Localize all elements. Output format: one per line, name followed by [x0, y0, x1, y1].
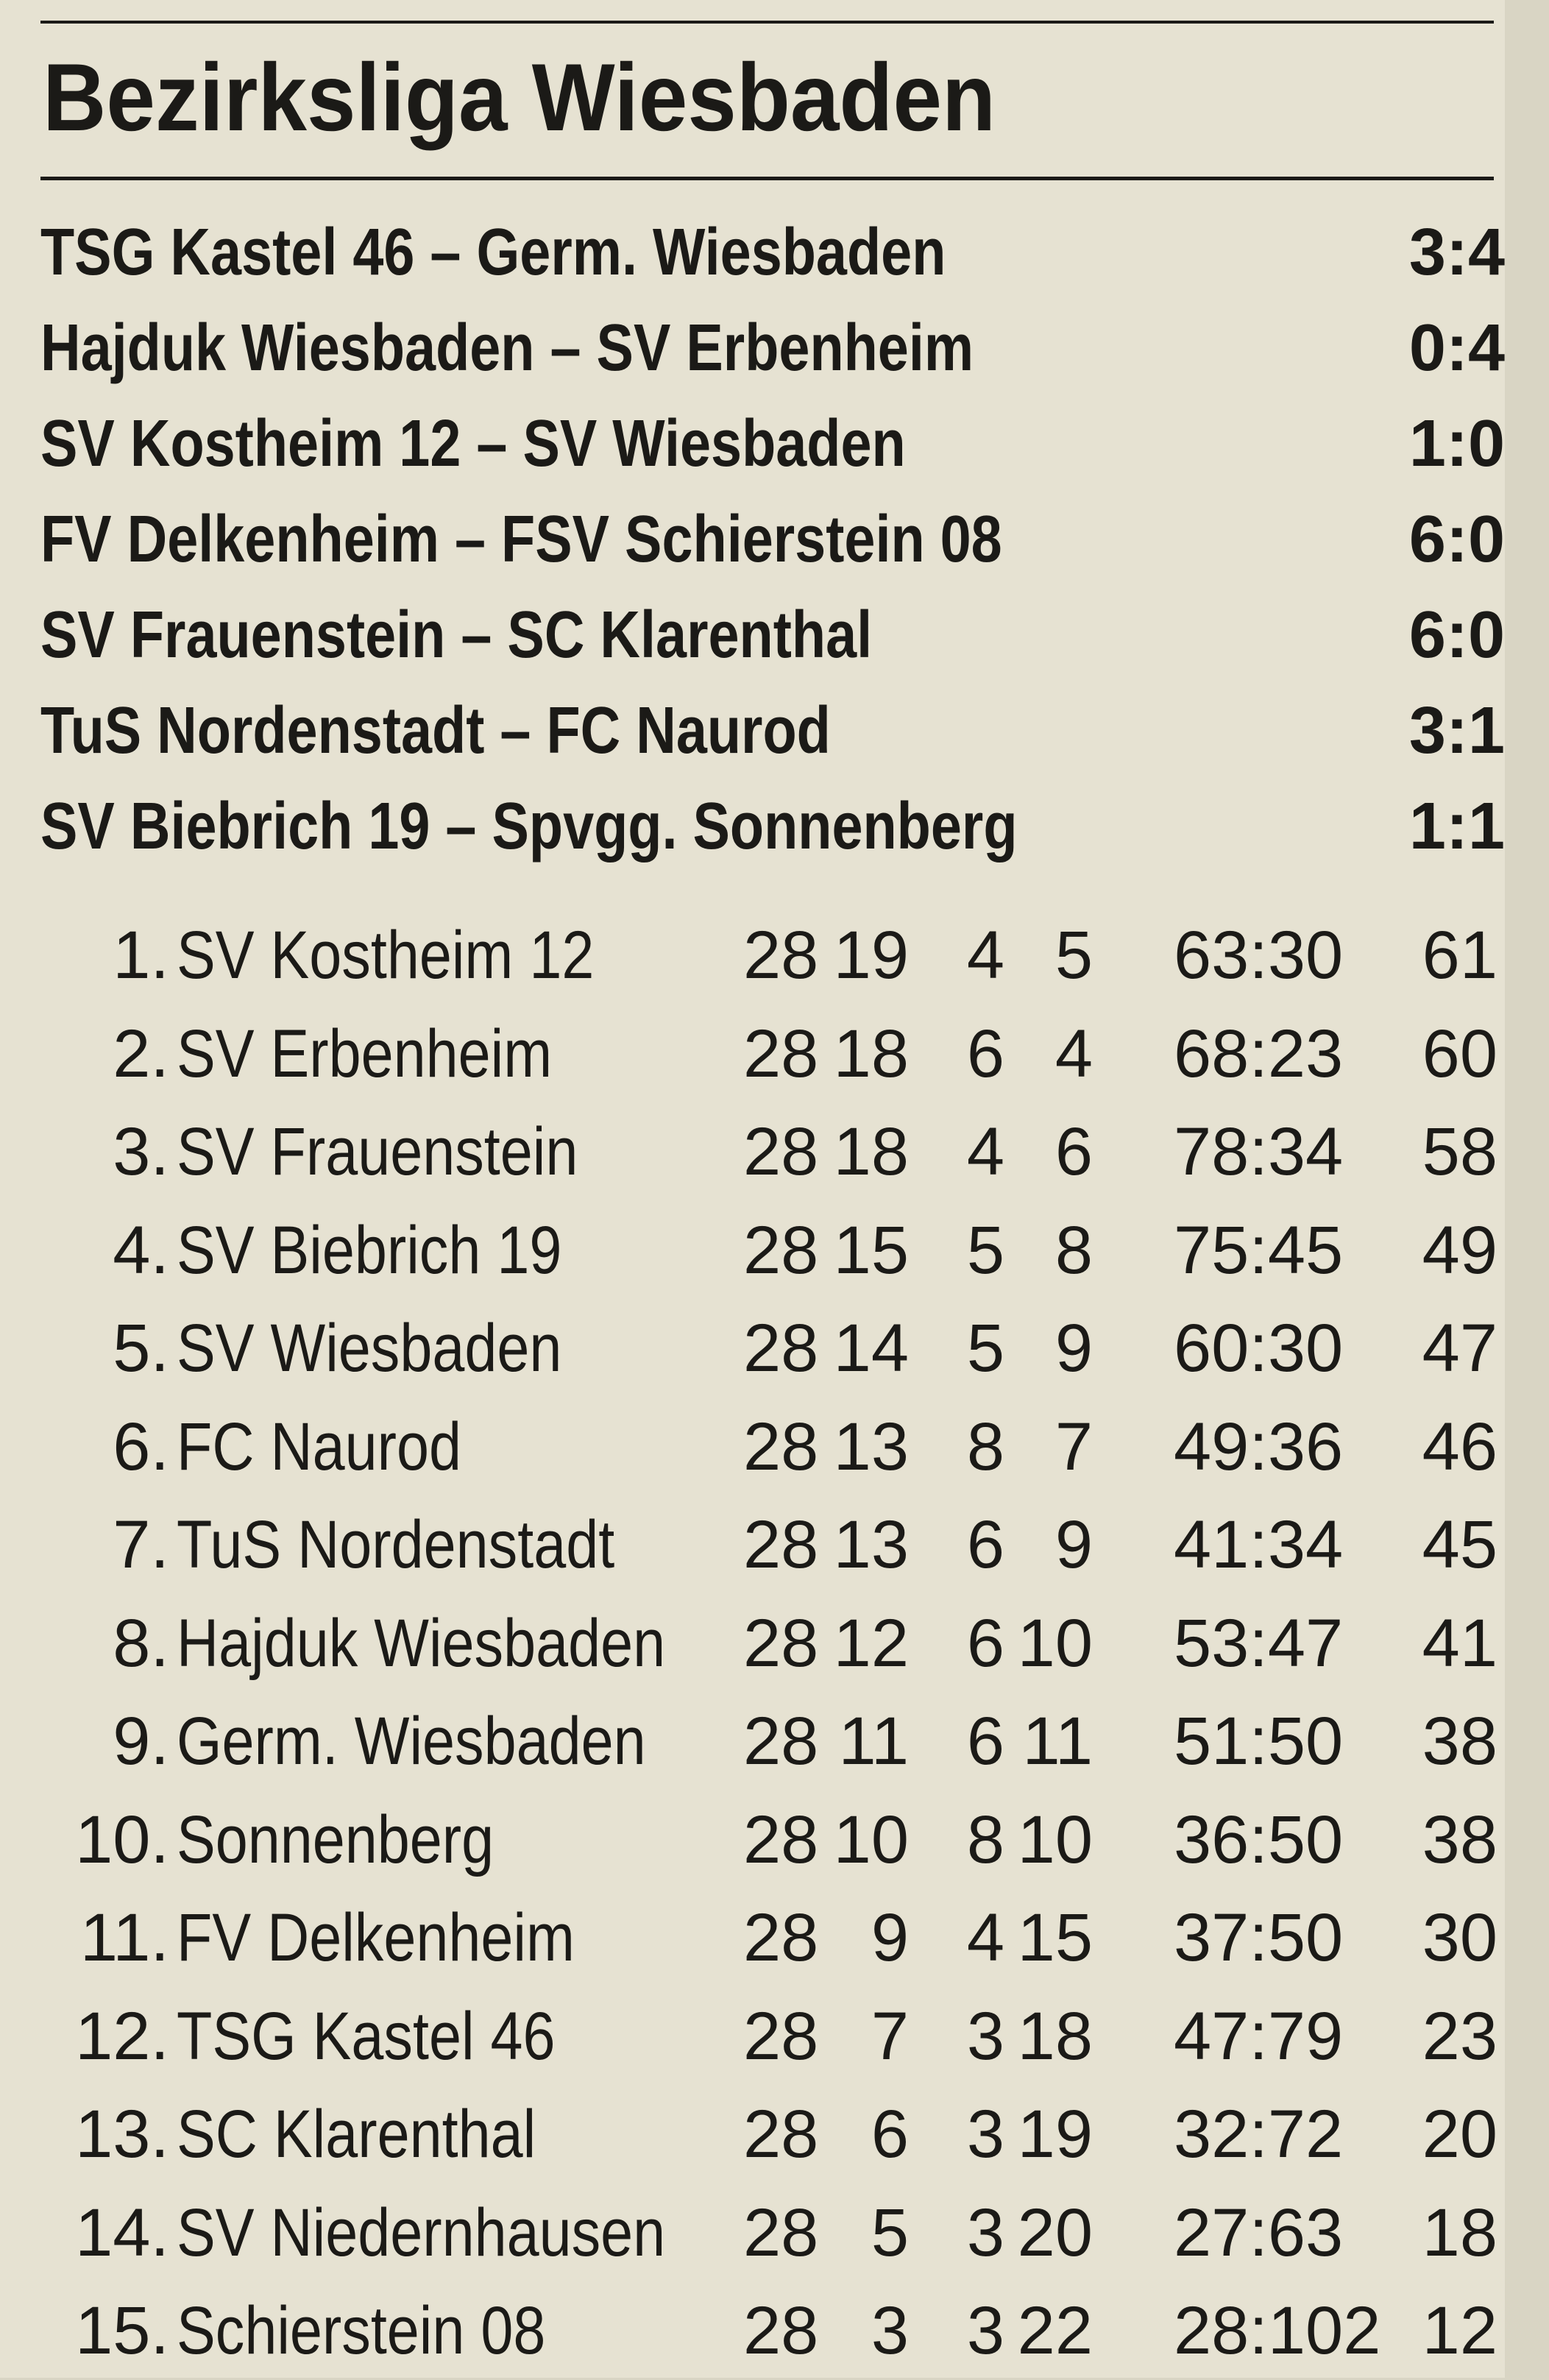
table-lost: 15	[1017, 1900, 1093, 1975]
table-played: 28	[743, 1016, 819, 1091]
table-points: 18	[1422, 2195, 1497, 2270]
match-label: Hajduk Wiesbaden – SV Erbenheim	[40, 311, 974, 385]
table-drawn: 3	[966, 2293, 1004, 2368]
table-drawn: 6	[966, 1016, 1004, 1091]
table-rank: 10.	[75, 1802, 169, 1877]
table-rank: 15.	[75, 2293, 169, 2368]
result-row	[40, 779, 1505, 874]
table-played: 28	[743, 1212, 819, 1288]
table-rank: 5.	[113, 1311, 169, 1386]
table-row	[0, 1398, 1505, 1496]
table-won: 13	[833, 1409, 909, 1484]
table-lost: 11	[1022, 1704, 1093, 1779]
table-row	[0, 1889, 1505, 1987]
table-goals: 41:34	[1174, 1507, 1344, 1582]
table-points: 46	[1422, 1409, 1497, 1484]
table-won: 18	[833, 1016, 909, 1091]
table-lost: 5	[1054, 918, 1093, 993]
table-played: 28	[743, 1998, 819, 2074]
table-rank: 13.	[75, 2097, 169, 2172]
result-row	[40, 683, 1505, 779]
table-team: SV Wiesbaden	[177, 1311, 562, 1386]
table-won: 5	[871, 2195, 909, 2270]
table-goals: 78:34	[1174, 1114, 1344, 1189]
table-played: 28	[743, 1114, 819, 1189]
table-drawn: 8	[966, 1409, 1004, 1484]
table-row	[0, 2282, 1505, 2380]
table-lost: 8	[1054, 1212, 1093, 1288]
table-played: 28	[743, 1409, 819, 1484]
table-team: SC Klarenthal	[177, 2097, 536, 2172]
table-row	[0, 1496, 1505, 1594]
table-won: 10	[833, 1802, 909, 1877]
table-played: 28	[743, 2293, 819, 2368]
table-drawn: 5	[966, 1212, 1004, 1288]
table-won: 18	[833, 1114, 909, 1189]
table-drawn: 4	[966, 918, 1004, 993]
table-team: SV Kostheim 12	[177, 918, 595, 993]
table-drawn: 6	[966, 1704, 1004, 1779]
table-points: 58	[1422, 1114, 1497, 1189]
table-goals: 47:79	[1174, 1998, 1344, 2074]
table-won: 11	[838, 1704, 909, 1779]
table-row	[0, 2086, 1505, 2184]
table-row	[0, 1988, 1505, 2086]
table-rank: 2.	[113, 1016, 169, 1091]
table-points: 30	[1422, 1900, 1497, 1975]
table-drawn: 4	[966, 1114, 1004, 1189]
table-points: 12	[1422, 2293, 1497, 2368]
table-played: 28	[743, 1704, 819, 1779]
table-drawn: 3	[966, 2097, 1004, 2172]
match-label: TSG Kastel 46 – Germ. Wiesbaden	[40, 216, 946, 289]
table-rank: 3.	[113, 1114, 169, 1189]
table-goals: 60:30	[1174, 1311, 1344, 1386]
table-rank: 9.	[113, 1704, 169, 1779]
table-points: 45	[1422, 1507, 1497, 1582]
table-lost: 10	[1017, 1605, 1093, 1681]
table-drawn: 5	[966, 1311, 1004, 1386]
table-played: 28	[743, 1605, 819, 1681]
table-goals: 53:47	[1174, 1605, 1344, 1681]
table-lost: 9	[1054, 1311, 1093, 1386]
table-team: Hajduk Wiesbaden	[177, 1605, 666, 1681]
table-points: 23	[1422, 1998, 1497, 2074]
table-points: 20	[1422, 2097, 1497, 2172]
table-goals: 36:50	[1174, 1802, 1344, 1877]
table-row	[0, 1202, 1505, 1300]
table-rank: 12.	[75, 1998, 169, 2074]
match-score: 3:1	[1408, 694, 1505, 768]
table-rank: 11.	[79, 1900, 169, 1975]
match-score: 3:4	[1408, 216, 1505, 289]
table-played: 28	[743, 1311, 819, 1386]
table-rank: 14.	[75, 2195, 169, 2270]
title-rule	[40, 177, 1494, 180]
table-goals: 75:45	[1174, 1212, 1344, 1288]
table-rank: 7.	[113, 1507, 169, 1582]
match-score: 0:4	[1408, 311, 1505, 385]
table-team: Sonnenberg	[177, 1802, 495, 1877]
table-won: 7	[871, 1998, 909, 2074]
table-row	[0, 2184, 1505, 2282]
top-rule	[40, 21, 1494, 24]
match-score: 1:1	[1408, 790, 1505, 863]
match-label: SV Kostheim 12 – SV Wiesbaden	[40, 407, 906, 481]
match-score: 6:0	[1408, 503, 1505, 576]
match-score: 1:0	[1408, 407, 1505, 481]
table-won: 3	[871, 2293, 909, 2368]
result-row	[40, 492, 1505, 587]
table-lost: 20	[1017, 2195, 1093, 2270]
table-drawn: 6	[966, 1605, 1004, 1681]
result-row	[40, 396, 1505, 492]
table-played: 28	[743, 918, 819, 993]
table-played: 28	[743, 2097, 819, 2172]
table-row	[0, 1791, 1505, 1889]
table-row	[0, 1300, 1505, 1398]
table-row	[0, 1595, 1505, 1693]
table-points: 47	[1422, 1311, 1497, 1386]
table-drawn: 6	[966, 1507, 1004, 1582]
match-label: SV Frauenstein – SC Klarenthal	[40, 598, 873, 672]
table-lost: 10	[1017, 1802, 1093, 1877]
table-won: 15	[833, 1212, 909, 1288]
table-team: SV Biebrich 19	[177, 1212, 562, 1288]
table-lost: 7	[1054, 1409, 1093, 1484]
table-row	[0, 907, 1505, 1005]
table-row	[0, 1693, 1505, 1791]
table-lost: 19	[1017, 2097, 1093, 2172]
table-goals: 49:36	[1174, 1409, 1344, 1484]
table-lost: 6	[1054, 1114, 1093, 1189]
table-won: 12	[833, 1605, 909, 1681]
table-won: 9	[871, 1900, 909, 1975]
table-points: 38	[1422, 1802, 1497, 1877]
table-points: 61	[1422, 918, 1497, 993]
table-lost: 18	[1017, 1998, 1093, 2074]
table-lost: 9	[1054, 1507, 1093, 1582]
table-goals: 37:50	[1174, 1900, 1344, 1975]
table-points: 49	[1422, 1212, 1497, 1288]
table-lost: 4	[1054, 1016, 1093, 1091]
table-rank: 8.	[113, 1605, 169, 1681]
result-row	[40, 205, 1505, 300]
table-team: TuS Nordenstadt	[177, 1507, 615, 1582]
table-drawn: 4	[966, 1900, 1004, 1975]
table-team: SV Erbenheim	[177, 1016, 553, 1091]
table-won: 6	[871, 2097, 909, 2172]
table-won: 14	[833, 1311, 909, 1386]
table-points: 38	[1422, 1704, 1497, 1779]
table-lost: 22	[1017, 2293, 1093, 2368]
table-drawn: 3	[966, 1998, 1004, 2074]
table-row	[0, 1005, 1505, 1103]
table-played: 28	[743, 1802, 819, 1877]
table-won: 13	[833, 1507, 909, 1582]
table-played: 28	[743, 2195, 819, 2270]
table-team: FC Naurod	[177, 1409, 461, 1484]
table-rank: 4.	[113, 1212, 169, 1288]
table-points: 41	[1422, 1605, 1497, 1681]
table-row	[0, 1103, 1505, 1201]
table-team: Schierstein 08	[177, 2293, 546, 2368]
table-team: FV Delkenheim	[177, 1900, 575, 1975]
table-goals: 28:102	[1174, 2293, 1381, 2368]
table-goals: 27:63	[1174, 2195, 1344, 2270]
table-points: 60	[1422, 1016, 1497, 1091]
table-rank: 6.	[113, 1409, 169, 1484]
result-row	[40, 300, 1505, 396]
table-goals: 63:30	[1174, 918, 1344, 993]
match-label: FV Delkenheim – FSV Schierstein 08	[40, 503, 1002, 576]
table-team: SV Frauenstein	[177, 1114, 578, 1189]
table-goals: 51:50	[1174, 1704, 1344, 1779]
table-played: 28	[743, 1507, 819, 1582]
table-team: Germ. Wiesbaden	[177, 1704, 646, 1779]
table-goals: 68:23	[1174, 1016, 1344, 1091]
match-label: SV Biebrich 19 – Spvgg. Sonnenberg	[40, 790, 1018, 863]
page-title: Bezirksliga Wiesbaden	[43, 43, 996, 151]
table-played: 28	[743, 1900, 819, 1975]
table-team: SV Niedernhausen	[177, 2195, 666, 2270]
table-drawn: 3	[966, 2195, 1004, 2270]
table-rank: 1.	[113, 918, 169, 993]
result-row	[40, 587, 1505, 683]
table-goals: 32:72	[1174, 2097, 1344, 2172]
table-team: TSG Kastel 46	[177, 1998, 556, 2074]
match-score: 6:0	[1408, 598, 1505, 672]
match-label: TuS Nordenstadt – FC Naurod	[40, 694, 831, 768]
table-won: 19	[833, 918, 909, 993]
table-drawn: 8	[966, 1802, 1004, 1877]
